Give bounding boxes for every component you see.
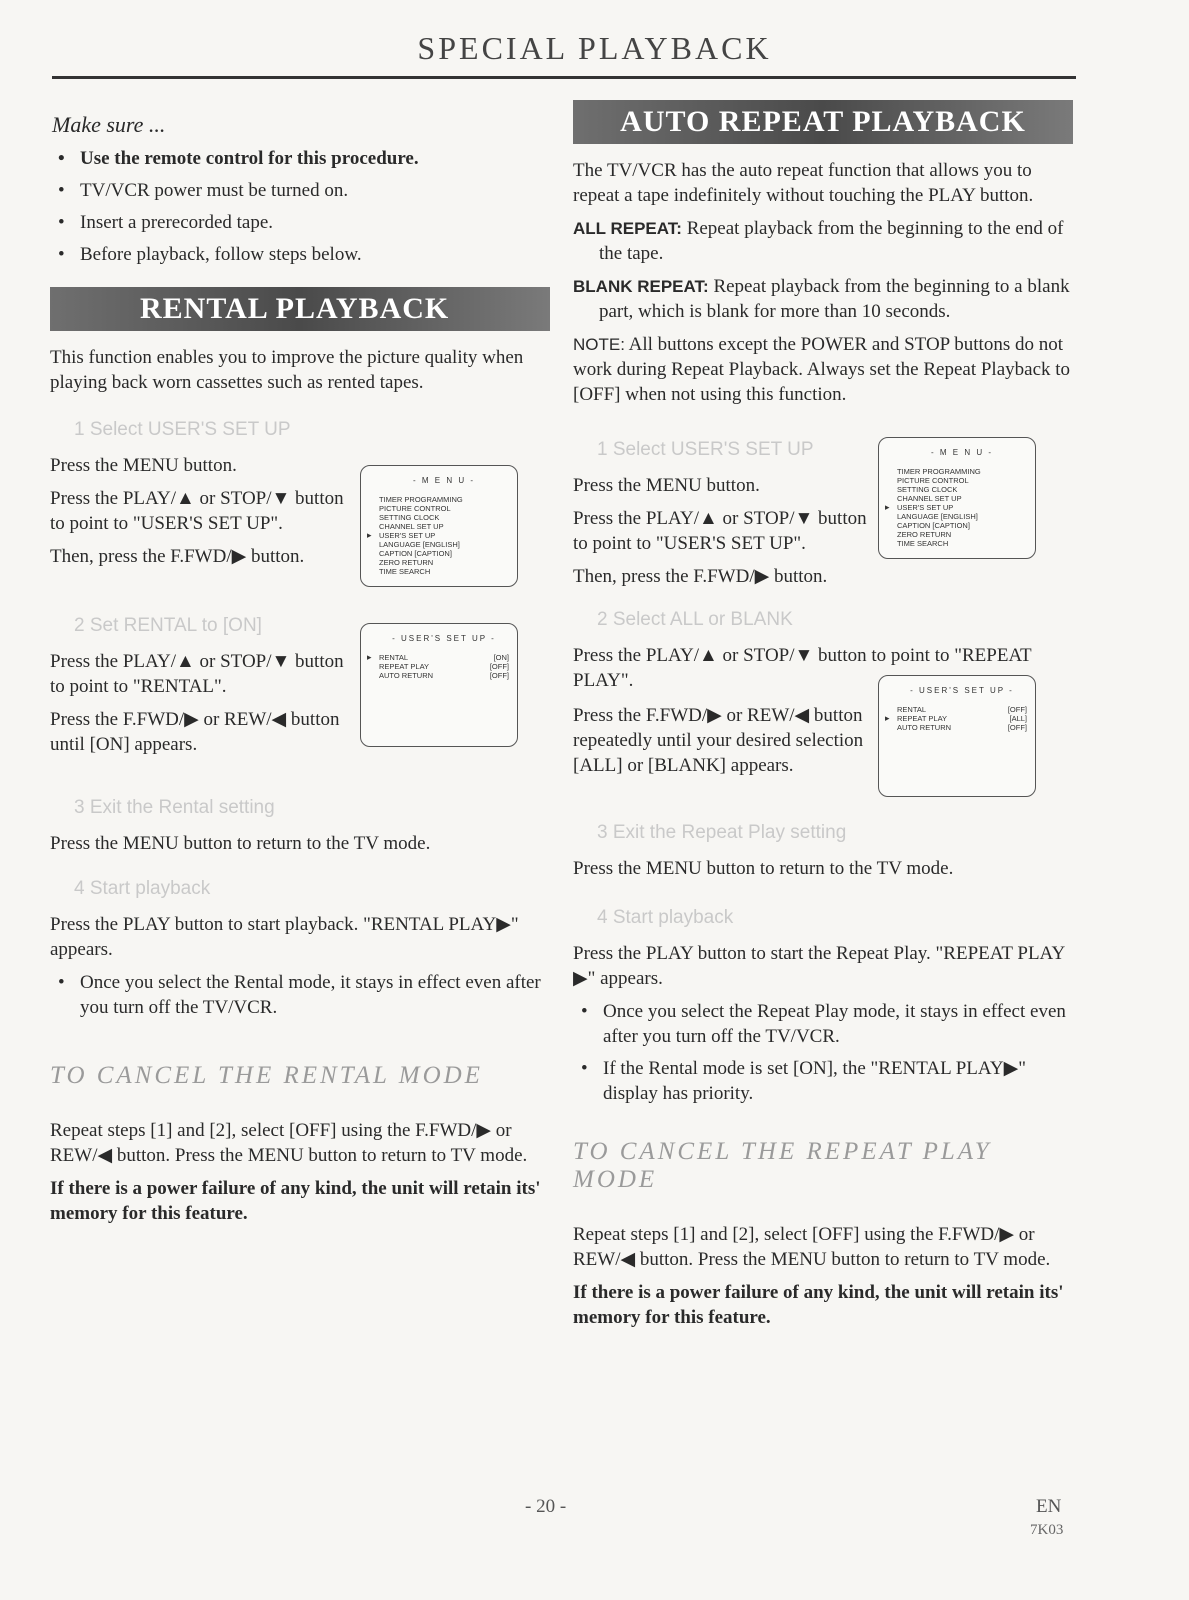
- rental-playback-column: [50, 100, 555, 1226]
- menu-item-label: RENTAL: [379, 653, 409, 662]
- list-item: • TV/VCR power must be turned on.: [50, 178, 555, 203]
- step-3-heading: 3 Exit the Repeat Play setting: [597, 822, 847, 843]
- menu-item: CAPTION [CAPTION]: [379, 549, 452, 558]
- list-item: • Once you select the Rental mode, it stays in effect even after you turn off the TV/VCR.: [50, 970, 555, 1020]
- menu-item: SETTING CLOCK: [897, 485, 958, 494]
- step-text: Press the MENU button to return to the TV mode.: [50, 833, 431, 854]
- model-code: 7K03: [1030, 1522, 1064, 1538]
- menu-item: [379, 662, 509, 671]
- menu-item-value: [ON]: [493, 653, 509, 662]
- menu-title: - USER'S SET UP -: [910, 686, 1014, 695]
- step-text: Press the MENU button.: [573, 475, 760, 496]
- menu-item: TIME SEARCH: [379, 567, 431, 576]
- menu-item-selected: ▸ USER'S SET UP: [897, 503, 1027, 512]
- step-text: Press the PLAY button to start the Repeat Play. "REPEAT PLAY ▶" appears.: [573, 943, 1065, 989]
- menu-item: SETTING CLOCK: [379, 513, 440, 522]
- step-text: Press the MENU button.: [50, 455, 237, 476]
- step-text: Press the PLAY/▲ or STOP/▼ button to point to "REPEAT PLAY".: [573, 645, 1032, 691]
- blank-repeat-label: BLANK REPEAT:: [573, 277, 709, 296]
- step-2-heading: 2 Set RENTAL to [ON]: [74, 615, 262, 636]
- step-text: Then, press the F.FWD/▶ button.: [50, 546, 305, 567]
- step-4-heading: 4 Start playback: [74, 878, 211, 899]
- step-text: Press the PLAY/▲ or STOP/▼ button to point to "USER'S SET UP".: [50, 488, 344, 534]
- step-text: Press the MENU button to return to the TV mode.: [573, 858, 954, 879]
- rental-step-2: [50, 634, 555, 757]
- menu-item: CAPTION [CAPTION]: [897, 521, 970, 530]
- blank-repeat-text: Repeat playback from the beginning to a blank part, which is blank for more than 10 seconds.: [599, 276, 1070, 322]
- step-text: Press the PLAY/▲ or STOP/▼ button to point to "USER'S SET UP".: [573, 508, 867, 554]
- menu-item-value: [OFF]: [1007, 723, 1027, 732]
- step-4-heading: 4 Start playback: [597, 907, 734, 928]
- step-text: Press the PLAY/▲ or STOP/▼ button to point to "RENTAL".: [50, 651, 344, 697]
- power-failure-note: If there is a power failure of any kind, the unit will retain its' memory for this feature.: [50, 1178, 541, 1224]
- menu-item-selected: [897, 714, 1027, 723]
- page-title: SPECIAL PLAYBACK: [417, 30, 772, 66]
- menu-item-label: REPEAT PLAY: [379, 662, 430, 671]
- menu-item-selected: ▸ USER'S SET UP: [379, 531, 509, 540]
- menu-item-value: [ALL]: [1009, 714, 1027, 723]
- blank-repeat-definition: [573, 274, 1076, 324]
- cancel-rental-heading: TO CANCEL THE RENTAL MODE: [50, 1062, 483, 1089]
- note-text: All buttons except the POWER and STOP buttons do not work during Repeat Playback. Always set the Repeat Playback to [OFF] when not using this function.: [573, 334, 1071, 405]
- all-repeat-label: ALL REPEAT:: [573, 219, 682, 238]
- language-code: EN: [1036, 1496, 1062, 1517]
- menu-item-label: AUTO RETURN: [897, 723, 952, 732]
- make-sure-heading: Make sure ...: [52, 112, 166, 137]
- cancel-repeat-heading: TO CANCEL THE REPEAT PLAY MODE: [573, 1138, 992, 1193]
- menu-item-value: [OFF]: [489, 662, 509, 671]
- rental-intro: This function enables you to improve the picture quality when playing back worn cassettes such as rented tapes.: [50, 347, 524, 393]
- menu-item: [897, 705, 1027, 714]
- cancel-repeat-text: Repeat steps [1] and [2], select [OFF] using the F.FWD/▶ or REW/◀ button. Press the MENU button to return to TV mode.: [573, 1224, 1051, 1270]
- step-text: Press the F.FWD/▶ or REW/◀ button until [ON] appears.: [50, 709, 340, 755]
- menu-title: - M E N U -: [413, 476, 475, 485]
- step-1-heading: 1 Select USER'S SET UP: [597, 439, 814, 460]
- menu-item-label: RENTAL: [897, 705, 927, 714]
- all-repeat-text: Repeat playback from the beginning to the end of the tape.: [599, 218, 1064, 264]
- repeat-note: [573, 332, 1076, 407]
- menu-item: PICTURE CONTROL: [379, 504, 451, 513]
- step-3-heading: 3 Exit the Rental setting: [74, 797, 275, 818]
- note-label: NOTE:: [573, 335, 625, 354]
- user-setup-screen: [878, 675, 1036, 797]
- rental-notes: [50, 970, 555, 1020]
- menu-item: LANGUAGE [ENGLISH]: [897, 512, 978, 521]
- step-2-heading: 2 Select ALL or BLANK: [597, 609, 793, 630]
- step-1-heading: 1 Select USER'S SET UP: [74, 419, 291, 440]
- menu-item: TIME SEARCH: [897, 539, 949, 548]
- menu-screen: [360, 465, 518, 587]
- repeat-step-2: [573, 643, 1076, 778]
- menu-item-value: [OFF]: [489, 671, 509, 680]
- step-text: Press the PLAY button to start playback. "RENTAL PLAY▶" appears.: [50, 914, 519, 960]
- make-sure-list: [50, 146, 555, 267]
- rental-playback-banner: RENTAL PLAYBACK: [50, 287, 550, 331]
- user-setup-screen: [360, 623, 518, 747]
- menu-item-value: [OFF]: [1007, 705, 1027, 714]
- list-item: • If the Rental mode is set [ON], the "RENTAL PLAY▶" display has priority.: [573, 1056, 1076, 1106]
- menu-item: CHANNEL SET UP: [379, 522, 444, 531]
- menu-title: - USER'S SET UP -: [392, 634, 496, 643]
- list-item: • Insert a prerecorded tape.: [50, 210, 555, 235]
- menu-item: LANGUAGE [ENGLISH]: [379, 540, 460, 549]
- title-rule: [52, 76, 1076, 79]
- menu-item-label: AUTO RETURN: [379, 671, 434, 680]
- rental-step-1: [50, 453, 555, 576]
- menu-screen: [878, 437, 1036, 559]
- menu-item: ZERO RETURN: [379, 558, 434, 567]
- cancel-rental-text: Repeat steps [1] and [2], select [OFF] using the F.FWD/▶ or REW/◀ button. Press the MENU button to return to TV mode.: [50, 1120, 528, 1166]
- menu-item: CHANNEL SET UP: [897, 494, 962, 503]
- list-item: • Before playback, follow steps below.: [50, 242, 555, 267]
- list-item: • Use the remote control for this procedure.: [50, 146, 555, 171]
- repeat-playback-column: [573, 100, 1076, 1330]
- menu-item: [379, 671, 509, 680]
- menu-item: TIMER PROGRAMMING: [897, 467, 981, 476]
- menu-title: - M E N U -: [931, 448, 993, 457]
- menu-item: PICTURE CONTROL: [897, 476, 969, 485]
- repeat-intro: The TV/VCR has the auto repeat function that allows you to repeat a tape indefinitely without touching the PLAY button.: [573, 160, 1034, 206]
- step-text: Press the F.FWD/▶ or REW/◀ button repeatedly until your desired selection [ALL] or [BLANK] appears.: [573, 705, 864, 776]
- menu-item-selected: [379, 653, 509, 662]
- power-failure-note: If there is a power failure of any kind, the unit will retain its' memory for this feature.: [573, 1282, 1064, 1328]
- all-repeat-definition: [573, 216, 1076, 266]
- page-number: - 20 -: [525, 1496, 567, 1517]
- auto-repeat-banner: AUTO REPEAT PLAYBACK: [573, 100, 1073, 144]
- list-item: • Once you select the Repeat Play mode, it stays in effect even after you turn off the TV/VCR.: [573, 999, 1076, 1049]
- menu-item-label: REPEAT PLAY: [897, 714, 948, 723]
- menu-item: TIMER PROGRAMMING: [379, 495, 463, 504]
- repeat-notes: [573, 999, 1076, 1106]
- step-text: Then, press the F.FWD/▶ button.: [573, 566, 828, 587]
- menu-item: ZERO RETURN: [897, 530, 952, 539]
- menu-item: [897, 723, 1027, 732]
